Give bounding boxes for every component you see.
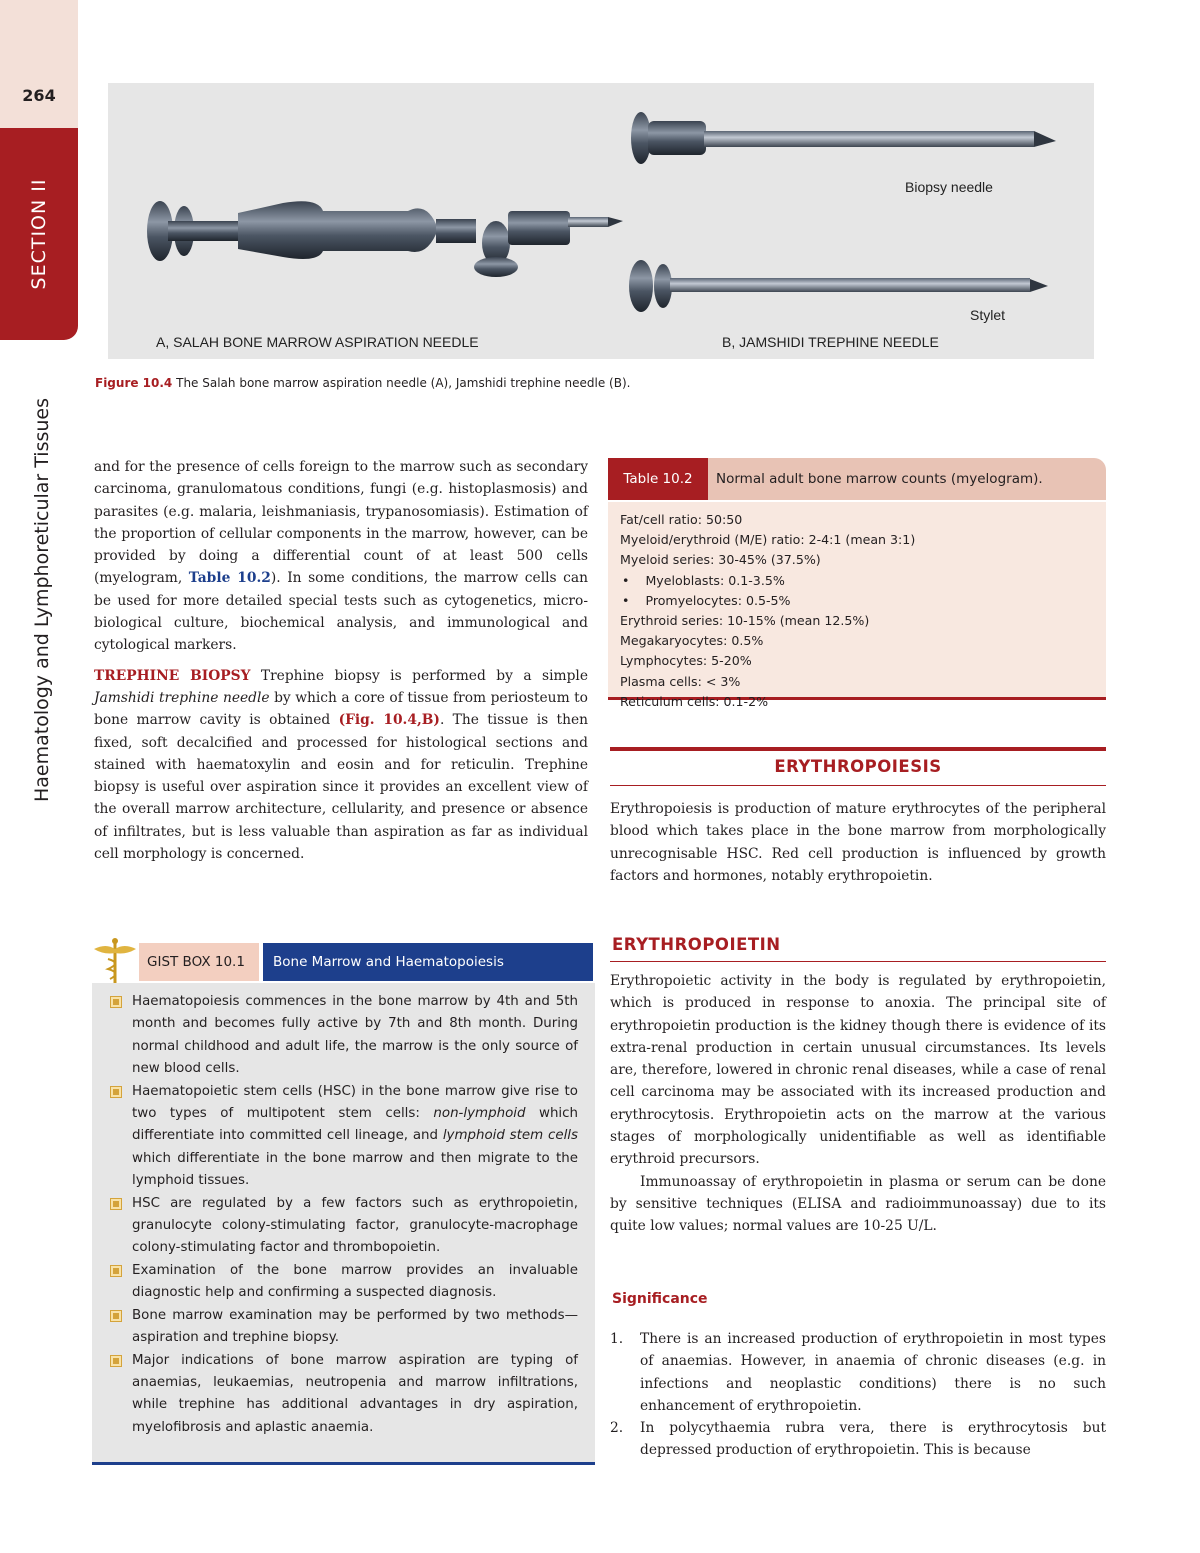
table-row: Myeloid series: 30-45% (37.5%) [620,552,821,568]
text: and for the presence of cells foreign to the marrow such as secondary carcinoma, granulomatous conditions, fungi (e.g. histoplasmosis) and parasites (e.g. malaria, leishmaniasis, trypanosomiasis). Estimation of the proportion of cellular components in the marrow, however, can be provided by doing a differential count of at least 500 cells (myelogram, [94,459,588,587]
erythropoiesis-text [610,798,1106,887]
trephine-heading: TREPHINE BIOPSY [94,667,251,684]
table-tag: Table 10.2 [608,458,708,500]
biopsy-needle [631,112,1056,164]
table-body [608,500,1106,709]
list-number: 2. [610,1420,624,1437]
italic-text: non-lymphoid [433,1106,526,1122]
paragraph: Immunoassay of erythropoietin in plasma or serum can be done by sensitive techniques (ELISA and radioimmunoassay) due to its quite low values; normal values are 10-25 U/L. [610,1173,1106,1235]
page-number: 264 [22,86,56,105]
text: HSC are regulated by a few factors such as erythropoietin, granulocyte colony-stimulating factor, granulocyte-macrophage colony-stimulating factor and thrombopoietin. [132,1195,578,1256]
text: Major indications of bone marrow aspiration are typing of anaemias, leukaemias, neutropenia and marrow infiltrations, while trephine has additional advantages in dry aspiration, myelofibrosis and aplastic anaemia. [132,1352,578,1435]
text: which differentiate in the bone marrow and then migrate to the lymphoid tissues. [132,1150,578,1189]
paragraph: Erythropoiesis is production of mature erythrocytes of the peripheral blood which takes place in the bone marrow from morphologically unrecognisable HSC. Red cell production is influenced by growth factors and hormones, notably erythropoietin. [610,801,1106,884]
erythropoietin-text [610,970,1106,1238]
table-10-2 [608,458,1106,709]
text: by which a core of tissue from periosteum to bone marrow cavity is obtained [94,689,588,729]
text: which differentiate into committed cell lineage, and [132,1106,578,1144]
page-corner [0,0,78,128]
bullet-icon [110,1265,122,1277]
figure-label-biopsy: Biopsy needle [905,179,993,195]
text: Haematopoiesis commences in the bone marrow by 4th and 5th month and becomes fully active by 7th and 8th month. During normal childhood and adult life, the marrow is the only source of new blood cells. [132,994,578,1077]
erythropoiesis-heading: ERYTHROPOIESIS [774,757,942,776]
text: In polycythaemia rubra vera, there is erythrocytosis but depressed production of erythropoietin. This is because [640,1420,1106,1459]
gist-list [106,991,578,1439]
italic-text: Jamshidi trephine needle [94,689,270,706]
gist-tag: GIST BOX 10.1 [139,943,259,981]
list-item [106,1081,578,1193]
table-row: Fat/cell ratio: 50:50 [620,512,743,527]
figure-ref-link[interactable]: (Fig. 10.4,B) [338,712,440,729]
text: . The tissue is then fixed, soft decalcified and processed for histological sections and stained with haematoxylin and eosin and for reticulin. Trephine biopsy is useful over aspiration since it provides an excellent view of the overall marrow architecture, cellularity, and presence or absence of infiltrates, but is less valuable than aspiration as far as individual cell morphology is concerned. [94,712,589,863]
paragraph-marrow [94,456,588,657]
figure-label-b: B, JAMSHIDI TREPHINE NEEDLE [722,334,939,350]
italic-text: lymphoid stem cells [442,1128,578,1144]
bullet-icon [110,1086,122,1098]
list-item [106,1350,578,1440]
bullet-icon [110,1198,122,1210]
list-number: 1. [610,1331,624,1347]
section-rule [610,961,1106,962]
list-item [610,1328,1106,1417]
salah-needle [147,201,623,277]
table-row: • Myeloblasts: 0.1-3.5% [622,572,785,588]
table-row: Erythroid series: 10-15% (mean 12.5%) [620,613,870,629]
table-row: Myeloid/erythroid (M/E) ratio: 2-4:1 (mean 3:1) [620,532,916,548]
needle-illustration [108,83,1094,359]
section-rule [610,785,1106,786]
table-row: Plasma cells: < 3% [620,673,741,689]
bullet-icon [110,1310,122,1322]
table-ref-link[interactable]: Table 10.2 [188,570,271,587]
table-header [608,458,1106,500]
table-row: Megakaryocytes: 0.5% [620,633,764,649]
text: There is an increased production of erythropoietin in most types of anaemias. However, in anaemia of chronic diseases (e.g. in infections and neoplastic conditions) there is no such enhancement of erythropoietin. [640,1331,1106,1414]
running-title: Haematology and Lymphoreticular Tissues [31,397,53,803]
table-row: • Promyelocytes: 0.5-5% [622,592,791,608]
bullet-icon [110,1355,122,1367]
text: Bone marrow examination may be performed by two methods—aspiration and trephine biopsy. [132,1307,578,1346]
significance-heading: Significance [612,1291,708,1307]
bullet-icon [110,996,122,1008]
caduceus-icon [92,935,138,987]
erythropoietin-heading: ERYTHROPOIETIN [612,935,781,954]
caption-text: The Salah bone marrow aspiration needle (A), Jamshidi trephine needle (B). [172,376,631,390]
list-item [106,1260,578,1305]
figure-label-stylet: Stylet [970,307,1006,323]
list-item [106,1305,578,1350]
text: Examination of the bone marrow provides an invaluable diagnostic help and confirming a suspected diagnosis. [132,1262,578,1301]
figure-label-a: A, SALAH BONE MARROW ASPIRATION NEEDLE [156,334,479,350]
significance-list [610,1328,1106,1462]
table-title: Normal adult bone marrow counts (myelogram). [716,471,1043,487]
table-row: Lymphocytes: 5-20% [620,653,752,669]
paragraph: Erythropoietic activity in the body is regulated by erythropoietin, which is produced in response to anoxia. The principal site of erythropoietin production is the kidney though there is evidence of its extra-renal production in certain unusual circumstances. Its levels are, therefore, lowered in chronic renal diseases, while a case of renal cell carcinoma may be associated with its increased production and erythrocytosis. Erythropoietin acts on the marrow at the various stages of morphologically unidentifiable as well as identifiable erythroid precursors. [610,973,1106,1168]
section-tab-label: SECTION II [28,178,50,290]
figure-10-4 [108,83,1094,359]
list-item [106,991,578,1081]
list-item [610,1417,1106,1462]
table-row: Reticulum cells: 0.1-2% [620,693,769,709]
left-column [94,456,588,865]
paragraph-trephine [94,665,588,866]
gist-header [139,943,593,981]
section-tab [0,128,78,340]
text: Haematopoietic stem cells (HSC) in the bone marrow give rise to two types of multipotent stem cells: [132,1083,578,1122]
caption-number: Figure 10.4 [95,376,173,390]
text: ). In some conditions, the marrow cells can be used for more detailed special tests such as cytogenetics, microbiological culture, biochemical analysis, and immunological and cytological markers. [94,570,588,654]
gist-box [92,935,595,1465]
gist-title: Bone Marrow and Haematopoiesis [263,943,593,981]
list-item [106,1193,578,1260]
text: Trephine biopsy is performed by a simple [250,667,588,684]
stylet [629,260,1048,312]
section-rule [610,747,1106,751]
figure-caption [95,376,630,390]
